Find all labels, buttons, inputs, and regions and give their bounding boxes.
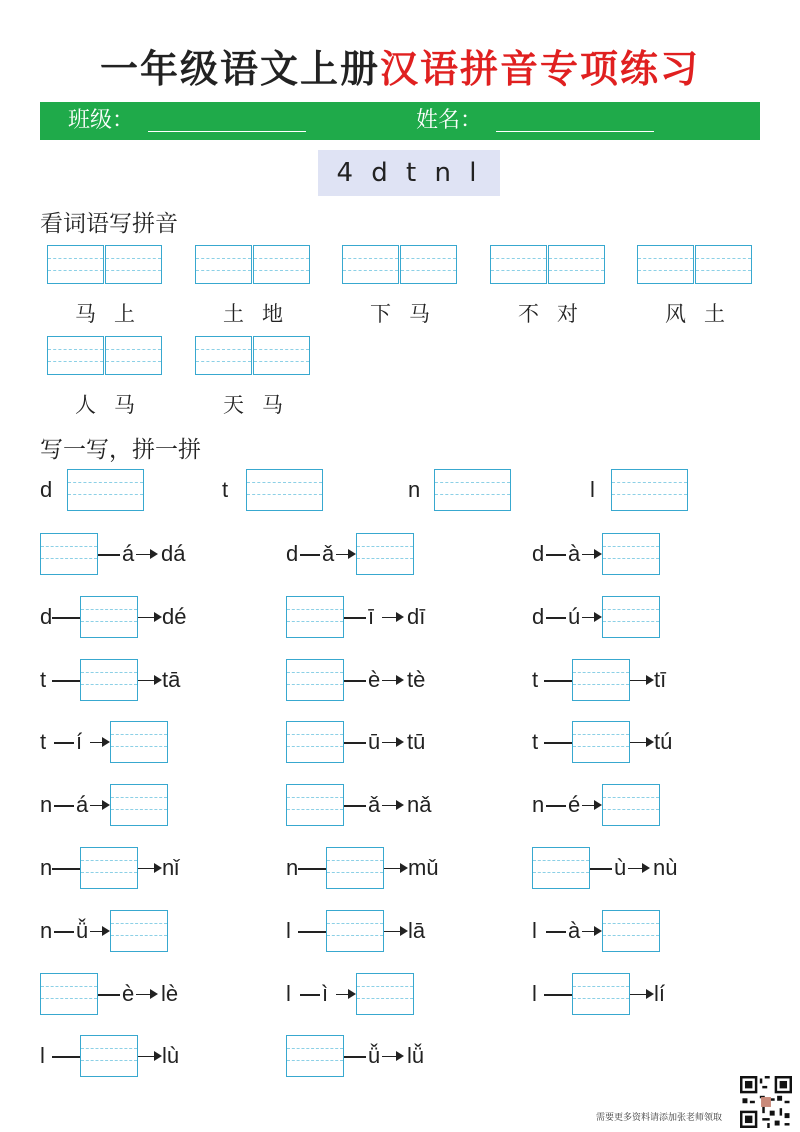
connector-line: [298, 868, 326, 870]
letter-practice-box[interactable]: [434, 469, 511, 511]
syllable-result: dé: [162, 604, 187, 629]
initial-consonant: t: [40, 667, 47, 692]
arrow-icon: [630, 994, 652, 995]
connector-line: [344, 742, 366, 744]
arrow-icon: [382, 680, 402, 681]
answer-box[interactable]: [356, 973, 414, 1015]
word-label: 天马: [223, 393, 301, 417]
pinyin-cell[interactable]: [400, 245, 457, 284]
initial-consonant: l: [532, 918, 537, 943]
answer-box[interactable]: [356, 533, 414, 575]
class-label: 班级：: [68, 108, 135, 133]
final-with-tone: ú: [568, 604, 581, 629]
final-with-tone: è: [368, 667, 381, 692]
answer-box[interactable]: [572, 659, 630, 701]
final-with-tone: ī: [368, 604, 375, 629]
initial-consonant: l: [40, 1043, 45, 1068]
pinyin-cell[interactable]: [253, 336, 310, 375]
answer-box[interactable]: [80, 659, 138, 701]
word-label: 下马: [370, 302, 448, 326]
connector-line: [52, 1056, 80, 1058]
pinyin-cell[interactable]: [490, 245, 547, 284]
pinyin-cell[interactable]: [548, 245, 605, 284]
connector-line: [546, 931, 566, 933]
arrow-icon: [138, 680, 160, 681]
connector-line: [546, 617, 566, 619]
answer-box[interactable]: [286, 1035, 344, 1077]
answer-box[interactable]: [110, 910, 168, 952]
initial-consonant: n: [40, 855, 53, 880]
initial-consonant: n: [40, 792, 53, 817]
pinyin-cell[interactable]: [105, 245, 162, 284]
section1-heading: 看词语写拼音: [40, 211, 178, 237]
footer-note: 需要更多资料请添加张老师领取: [596, 1113, 723, 1123]
arrow-icon: [628, 868, 648, 869]
connector-line: [54, 931, 74, 933]
answer-box[interactable]: [80, 1035, 138, 1077]
letter-practice-box[interactable]: [246, 469, 323, 511]
arrow-icon: [630, 742, 652, 743]
syllable-result: lā: [408, 918, 426, 943]
initial-consonant: t: [532, 667, 539, 692]
answer-box[interactable]: [602, 533, 660, 575]
arrow-icon: [382, 742, 402, 743]
syllable-result: mǔ: [408, 855, 439, 880]
connector-line: [300, 994, 320, 996]
arrow-icon: [90, 931, 108, 932]
word-label: 人马: [75, 393, 153, 417]
final-with-tone: è: [122, 981, 135, 1006]
answer-box[interactable]: [80, 847, 138, 889]
answer-box[interactable]: [572, 973, 630, 1015]
letter-practice-box[interactable]: [611, 469, 688, 511]
arrow-icon: [336, 554, 354, 555]
connector-line: [300, 554, 320, 556]
final-with-tone: ì: [322, 981, 329, 1006]
final-with-tone: à: [568, 918, 581, 943]
answer-box[interactable]: [532, 847, 590, 889]
arrow-icon: [136, 994, 156, 995]
arrow-icon: [384, 931, 406, 932]
pinyin-cell[interactable]: [637, 245, 694, 284]
initial-consonant: d: [532, 604, 545, 629]
connector-line: [52, 617, 80, 619]
connector-line: [344, 617, 366, 619]
initial-letter: d: [40, 477, 53, 502]
answer-box[interactable]: [572, 721, 630, 763]
final-with-tone: ù: [614, 855, 627, 880]
answer-box[interactable]: [110, 784, 168, 826]
answer-box[interactable]: [286, 596, 344, 638]
word-label: 风土: [665, 302, 743, 326]
connector-line: [52, 868, 80, 870]
connector-line: [298, 931, 326, 933]
syllable-result: nù: [653, 855, 678, 880]
connector-line: [590, 868, 612, 870]
connector-line: [544, 994, 572, 996]
syllable-result: dī: [407, 604, 426, 629]
initial-consonant: n: [532, 792, 545, 817]
initial-consonant: n: [286, 855, 299, 880]
connector-line: [98, 554, 120, 556]
initial-letter: l: [590, 477, 595, 502]
final-with-tone: à: [568, 541, 581, 566]
connector-line: [54, 742, 74, 744]
final-with-tone: ū: [368, 729, 381, 754]
lesson-label: 4 d t n l: [318, 150, 500, 196]
connector-line: [52, 680, 80, 682]
pinyin-cell[interactable]: [195, 336, 252, 375]
final-with-tone: ǚ: [76, 918, 89, 943]
class-field[interactable]: [148, 131, 306, 132]
answer-box[interactable]: [40, 973, 98, 1015]
name-label: 姓名：: [416, 108, 483, 133]
initial-consonant: t: [40, 729, 47, 754]
arrow-icon: [384, 868, 406, 869]
syllable-result: dá: [161, 541, 186, 566]
final-with-tone: é: [568, 792, 581, 817]
initial-consonant: d: [532, 541, 545, 566]
word-label: 马上: [75, 302, 153, 326]
syllable-result: lǚ: [407, 1043, 425, 1068]
arrow-icon: [336, 994, 354, 995]
arrow-icon: [630, 680, 652, 681]
arrow-icon: [138, 868, 160, 869]
initial-consonant: d: [286, 541, 299, 566]
arrow-icon: [582, 617, 600, 618]
pinyin-cell[interactable]: [105, 336, 162, 375]
syllable-result: tè: [407, 667, 426, 692]
syllable-result: nǐ: [162, 855, 180, 880]
final-with-tone: á: [76, 792, 89, 817]
pinyin-cell[interactable]: [342, 245, 399, 284]
connector-line: [98, 994, 120, 996]
connector-line: [546, 805, 566, 807]
answer-box[interactable]: [602, 784, 660, 826]
word-label: 不对: [518, 302, 596, 326]
section2-heading: 写一写，拼一拼: [40, 437, 201, 463]
pinyin-cell[interactable]: [195, 245, 252, 284]
answer-box[interactable]: [286, 659, 344, 701]
arrow-icon: [136, 554, 156, 555]
answer-box[interactable]: [326, 847, 384, 889]
arrow-icon: [582, 805, 600, 806]
syllable-result: nǎ: [407, 792, 432, 817]
pinyin-cell[interactable]: [253, 245, 310, 284]
arrow-icon: [382, 617, 402, 618]
initial-consonant: l: [532, 981, 537, 1006]
initial-consonant: n: [40, 918, 53, 943]
initial-letter: t: [222, 477, 229, 502]
connector-line: [54, 805, 74, 807]
arrow-icon: [90, 805, 108, 806]
title-red: 汉语拼音专项练习: [380, 47, 701, 91]
answer-box[interactable]: [286, 721, 344, 763]
arrow-icon: [138, 617, 160, 618]
pinyin-cell[interactable]: [47, 336, 104, 375]
syllable-result: tū: [407, 729, 426, 754]
syllable-result: lù: [162, 1043, 180, 1068]
name-field[interactable]: [496, 131, 654, 132]
pinyin-cell[interactable]: [47, 245, 104, 284]
answer-box[interactable]: [110, 721, 168, 763]
final-with-tone: í: [76, 729, 83, 754]
answer-box[interactable]: [602, 910, 660, 952]
final-with-tone: ǎ: [368, 792, 381, 817]
arrow-icon: [582, 931, 600, 932]
syllable-result: tú: [654, 729, 673, 754]
word-label: 土地: [223, 302, 301, 326]
syllable-result: tī: [654, 667, 667, 692]
student-info-bar: [40, 102, 760, 140]
connector-line: [344, 805, 366, 807]
initial-letter: n: [408, 477, 421, 502]
initial-consonant: l: [286, 981, 291, 1006]
connector-line: [546, 554, 566, 556]
connector-line: [544, 680, 572, 682]
syllable-result: tā: [162, 667, 181, 692]
letter-practice-box[interactable]: [67, 469, 144, 511]
title-black: 一年级语文上册: [99, 47, 380, 91]
connector-line: [344, 680, 366, 682]
syllable-result: lè: [161, 981, 179, 1006]
page-title: [0, 44, 800, 94]
final-with-tone: ǎ: [322, 541, 335, 566]
answer-box[interactable]: [40, 533, 98, 575]
connector-line: [544, 742, 572, 744]
answer-box[interactable]: [602, 596, 660, 638]
final-with-tone: ǚ: [368, 1043, 381, 1068]
pinyin-cell[interactable]: [695, 245, 752, 284]
final-with-tone: á: [122, 541, 135, 566]
initial-consonant: l: [286, 918, 291, 943]
answer-box[interactable]: [326, 910, 384, 952]
arrow-icon: [138, 1056, 160, 1057]
answer-box[interactable]: [286, 784, 344, 826]
arrow-icon: [582, 554, 600, 555]
initial-consonant: d: [40, 604, 53, 629]
answer-box[interactable]: [80, 596, 138, 638]
initial-consonant: t: [532, 729, 539, 754]
qr-code-icon: [740, 1076, 792, 1128]
arrow-icon: [382, 1056, 402, 1057]
connector-line: [344, 1056, 366, 1058]
syllable-result: lí: [654, 981, 665, 1006]
arrow-icon: [90, 742, 108, 743]
arrow-icon: [382, 805, 402, 806]
